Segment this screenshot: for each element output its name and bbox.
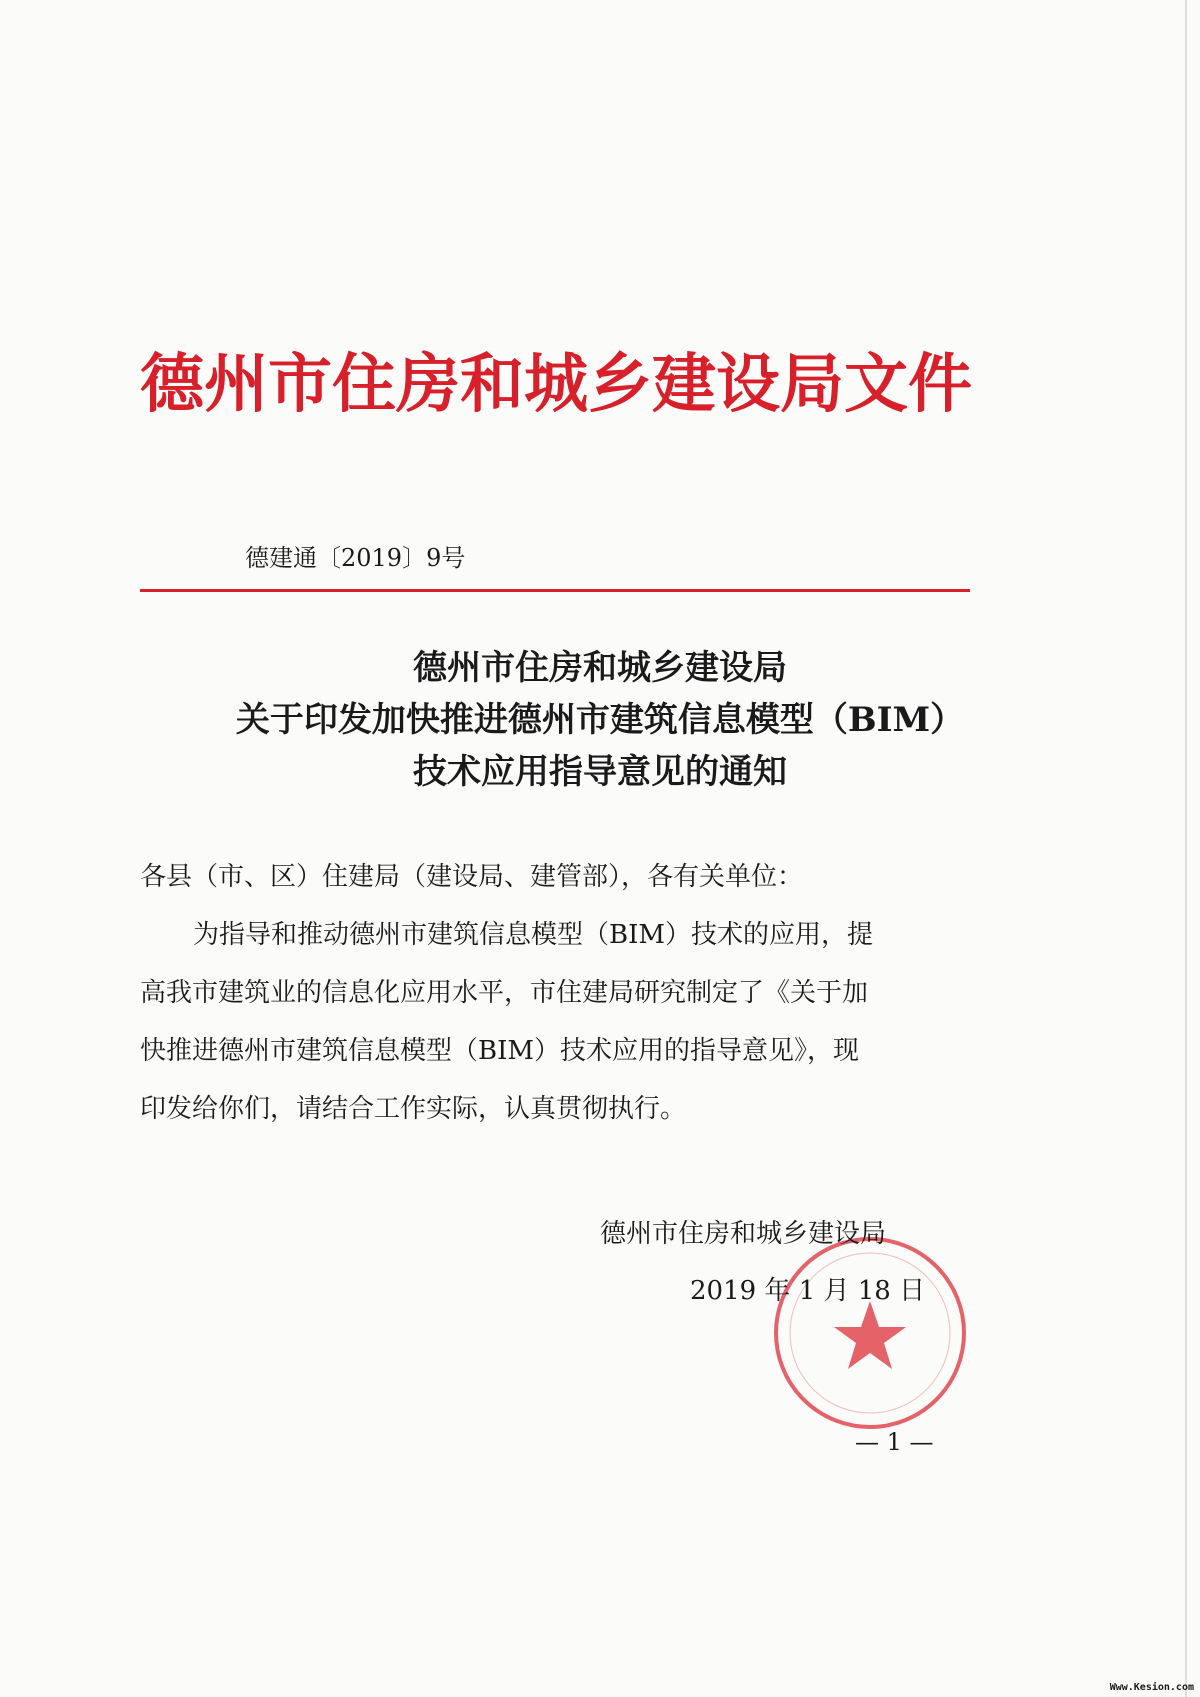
- watermark: Www.Kesion.com: [1109, 1682, 1194, 1693]
- title-line-2: 关于印发加快推进德州市建筑信息模型（BIM）: [235, 700, 965, 740]
- body-line: 为指导和推动德州市建筑信息模型（BIM）技术的应用，提: [193, 920, 873, 950]
- signature-date: 2019 年 1 月 18 日: [690, 1276, 926, 1306]
- scan-edge: [1185, 0, 1187, 1697]
- signature-org: 德州市住房和城乡建设局: [600, 1219, 887, 1249]
- body-line: 印发给你们，请结合工作实际，认真贯彻执行。: [140, 1094, 687, 1124]
- page-number: — 1 —: [855, 1428, 934, 1456]
- salutation: 各县（市、区）住建局（建设局、建管部），各有关单位：: [140, 862, 804, 892]
- document-number: 德建通〔2019〕9号: [245, 544, 466, 572]
- red-divider: [140, 589, 970, 592]
- title-line-1: 德州市住房和城乡建设局: [413, 648, 787, 688]
- title-line-3: 技术应用指导意见的通知: [413, 752, 787, 792]
- body-line: 高我市建筑业的信息化应用水平，市住建局研究制定了《关于加: [140, 978, 869, 1008]
- document-header-title: 德州市住房和城乡建设局文件: [140, 347, 972, 422]
- body-line: 快推进德州市建筑信息模型（BIM）技术应用的指导意见》，现: [140, 1036, 859, 1066]
